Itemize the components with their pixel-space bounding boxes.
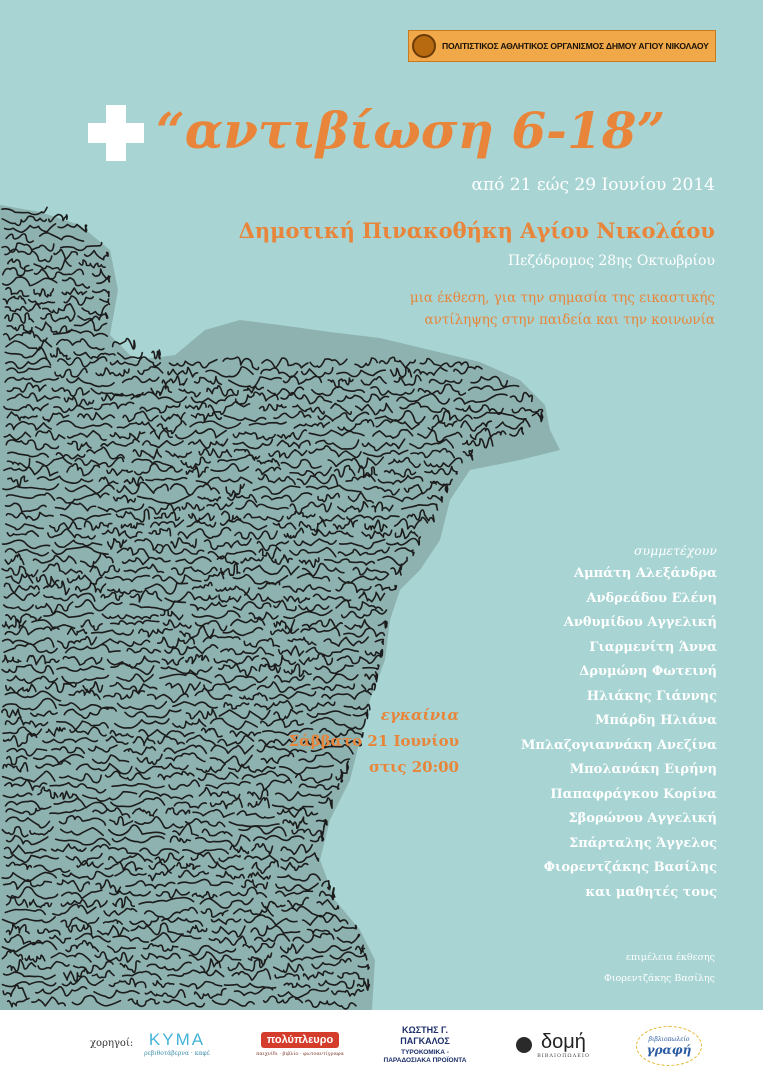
- domi-logo-sub: ΒΙΒΛΙΟΠΩΛΕΙΟ: [537, 1052, 590, 1059]
- participant-name: Ανθυμίδου Αγγελική: [563, 615, 717, 630]
- domi-logo: [508, 1028, 598, 1062]
- sponsors-strip: [0, 1010, 763, 1080]
- participant-name: Μπλαζογιαννάκη Ανεζίνα: [520, 737, 717, 753]
- domi-mark-icon: [516, 1037, 532, 1053]
- curation-info: [604, 948, 715, 990]
- kyma-logo-sub: ρεβιθοτάβερνα · καφέ: [144, 1050, 210, 1057]
- polypleuro-logo-word: πολύπλευρο: [261, 1032, 339, 1048]
- description-line-2: αντίληψης στην παιδεία και την κοινωνία: [424, 312, 715, 328]
- venue-street: Πεζόδρομος 28ης Οκτωβρίου: [507, 253, 715, 269]
- municipal-seal-icon: [412, 34, 436, 58]
- cross-icon: [88, 105, 144, 161]
- polypleuro-logo: [255, 1027, 345, 1063]
- participant-name: Σβορώνου Αγγελική: [568, 811, 717, 826]
- opening-info: [288, 702, 459, 780]
- opening-time: στις 20:00: [368, 758, 459, 776]
- pagkalos-logo: [380, 1026, 470, 1064]
- organization-banner: [408, 30, 716, 62]
- pagkalos-logo-name: ΚΩΣΤΗΣ Γ. ΠΑΓΚΑΛΟΣ: [400, 1025, 450, 1046]
- kyma-logo-word: ΚΥΜΑ: [148, 1030, 206, 1049]
- participants-list: [521, 540, 717, 905]
- participant-name: Παπαφράγκου Κορίνα: [550, 786, 717, 802]
- grafi-logo-top: βιβλιοπωλείο: [648, 1036, 690, 1043]
- curation-label: επιμέλεια έκθεσης: [625, 952, 715, 963]
- participant-students: και μαθητές τους: [585, 884, 717, 900]
- curator-name: Φιορεντζάκης Βασίλης: [604, 973, 715, 984]
- grafi-logo: [636, 1026, 702, 1066]
- organization-name: ΠΟΛΙΤΙΣΤΙΚΟΣ ΑΘΛΗΤΙΚΟΣ ΟΡΓΑΝΙΣΜΟΣ ΔΗΜΟΥ ΑΓΙΟΥ ΝΙΚΟΛΑΟΥ: [442, 41, 709, 51]
- venue-name: Δημοτική Πινακοθήκη Αγίου Νικολάου: [238, 218, 715, 243]
- kyma-logo: [142, 1025, 212, 1065]
- participant-name: Μπολανάκη Ειρήνη: [569, 762, 717, 777]
- opening-day: Σάββατο 21 Ιουνίου: [288, 732, 459, 750]
- participant-name: Φιορεντζάκης Βασίλης: [543, 860, 717, 875]
- domi-logo-word: δομή: [541, 1030, 586, 1053]
- participants-heading: συμμετέχουν: [633, 543, 717, 558]
- participant-name: Γιαρμενίτη Άννα: [589, 639, 717, 655]
- participant-name: Ανδρεάδου Ελένη: [586, 590, 717, 606]
- opening-label: εγκαίνια: [380, 706, 459, 724]
- participant-name: Αμπάτη Αλεξάνδρα: [574, 566, 717, 581]
- participant-name: Μπάρδη Ηλιάνα: [595, 713, 717, 728]
- grafi-logo-word: γραφή: [646, 1043, 692, 1057]
- description-line-1: μια έκθεση, για την σημασία της εικαστικής: [409, 290, 715, 306]
- participant-name: Ηλιάκης Γιάννης: [586, 688, 717, 704]
- participant-name: Δρυμώνη Φωτεινή: [579, 664, 717, 679]
- sponsors-label: χορηγοί:: [90, 1038, 134, 1049]
- exhibition-title: “αντιβίωση 6-18”: [156, 101, 666, 160]
- pagkalos-logo-sub: ΤΥΡΟΚΟΜΙΚΑ - ΠΑΡΑΔΟΣΙΑΚΑ ΠΡΟΪΟΝΤΑ: [383, 1049, 467, 1064]
- exhibition-dates: από 21 εώς 29 Ιουνίου 2014: [471, 175, 715, 195]
- polypleuro-logo-sub: παιχνίδι · βιβλίο · φωτοαντίγραφα: [256, 1051, 344, 1057]
- participant-name: Σπάρταλης Άγγελος: [569, 835, 717, 851]
